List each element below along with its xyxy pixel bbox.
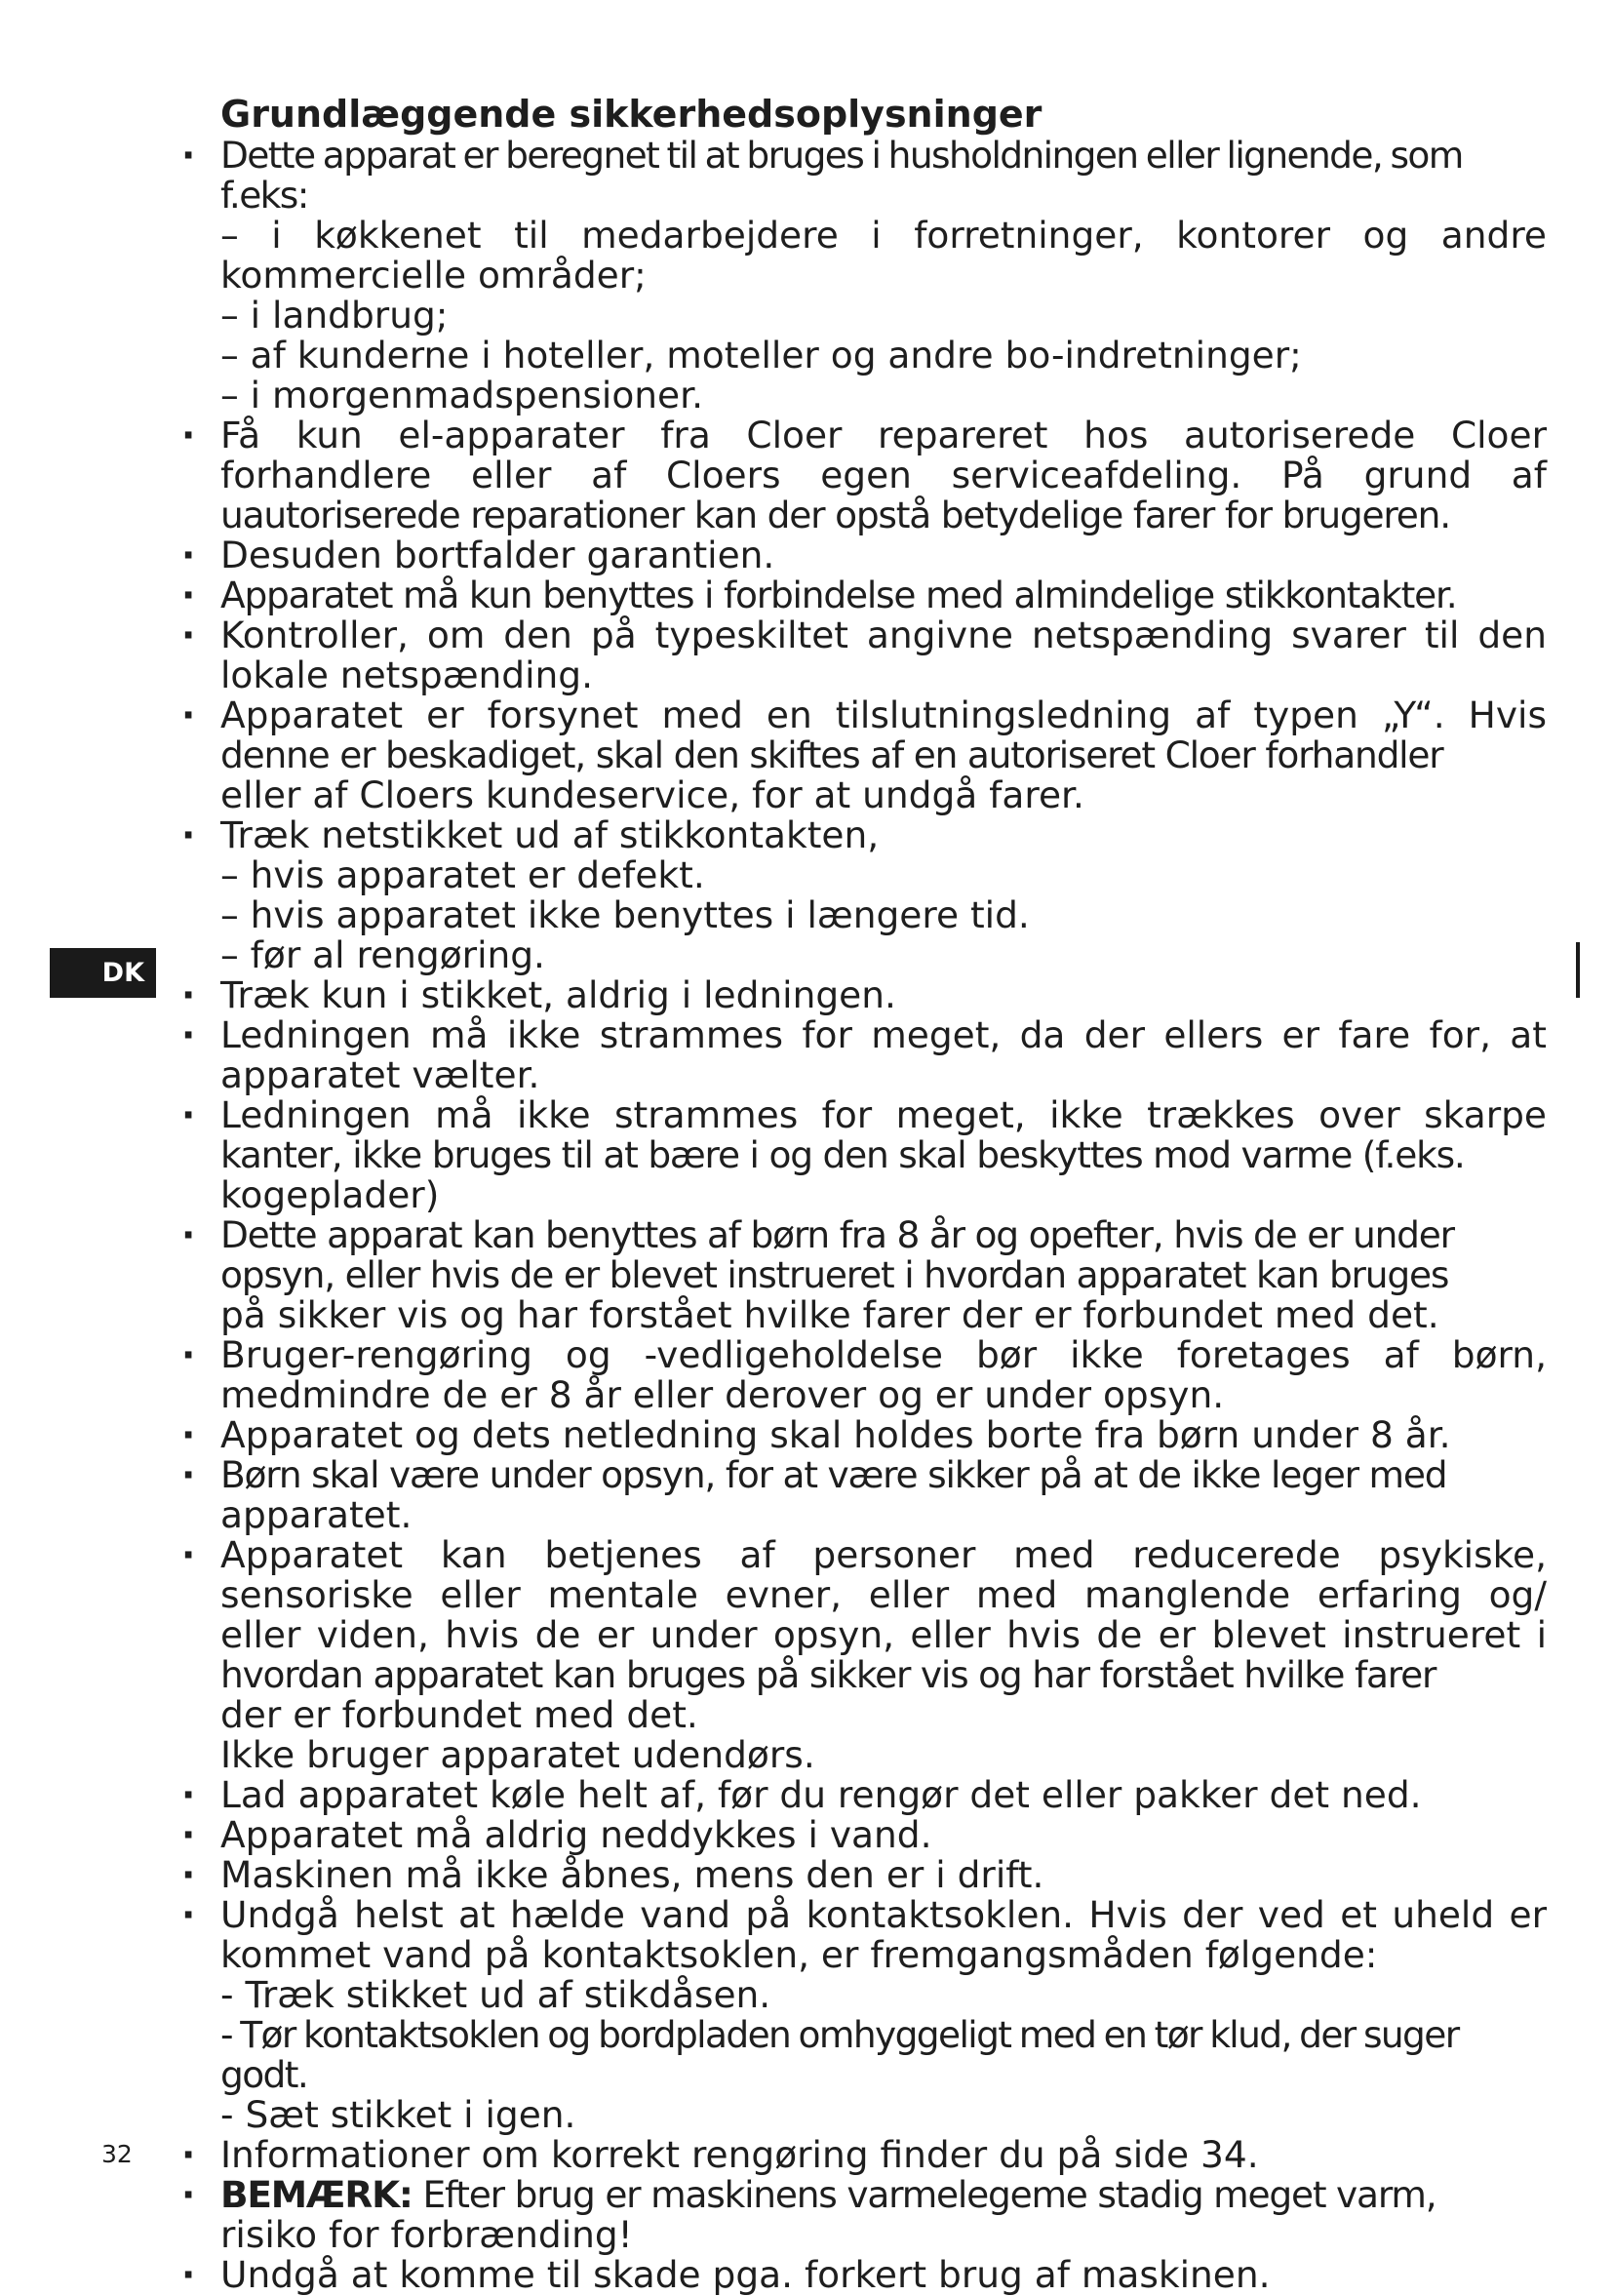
- list-item: [220, 575, 1547, 615]
- item-line: – hvis apparatet ikke benyttes i længere tid.: [220, 893, 1030, 936]
- item-line: - Sæt stikket i igen.: [220, 2093, 576, 2136]
- list-item: [220, 1895, 1547, 2135]
- item-line: – i landbrug;: [220, 294, 449, 336]
- item-line: kommercielle områder;: [220, 254, 647, 297]
- item-line: · Træk netstikket ud af stikkontakten,: [220, 813, 880, 856]
- item-line: [220, 2175, 1547, 2215]
- item-line: - Træk stikket ud af stikdåsen.: [220, 1973, 771, 2016]
- list-item: [220, 1775, 1547, 1815]
- item-line: kanter, ikke bruges til at bære i og den skal beskyttes mod varme (f.eks.: [220, 1133, 1465, 1176]
- item-line: der er forbundet med det.: [220, 1693, 698, 1736]
- list-item: [220, 2175, 1547, 2255]
- list-item: [220, 1855, 1547, 1895]
- item-line: · Undgå helst at hælde vand på kontaktsoklen. Hvis der ved et uheld er: [220, 1893, 1547, 1936]
- item-line: – før al rengøring.: [220, 933, 545, 976]
- item-line: · Informationer om korrekt rengøring finder du på side 34.: [220, 2133, 1259, 2176]
- item-line: - Tør kontaktsoklen og bordpladen omhyggeligt med en tør klud, der suger godt.: [220, 2013, 1459, 2096]
- item-line: sensoriske eller mentale evner, eller med manglende erfaring og/: [220, 1573, 1547, 1616]
- item-line: – i køkkenet til medarbejdere i forretninger, kontorer og andre: [220, 214, 1547, 257]
- list-item: [220, 1095, 1547, 1215]
- item-line: opsyn, eller hvis de er blevet instrueret i hvordan apparatet kan bruges: [220, 1253, 1449, 1296]
- list-item: [220, 2135, 1547, 2175]
- list-item: [220, 1015, 1547, 1095]
- item-line: · Maskinen må ikke åbnes, mens den er i drift.: [220, 1853, 1044, 1896]
- item-line: · Børn skal være under opsyn, for at være sikker på at de ikke leger med: [220, 1453, 1447, 1496]
- item-line: risiko for forbrænding!: [220, 2213, 633, 2256]
- safety-section: [220, 94, 1547, 2295]
- list-item: [220, 615, 1547, 695]
- item-line: · Apparatet må kun benyttes i forbindelse med almindelige stikkontakter.: [220, 574, 1457, 616]
- item-line: hvordan apparatet kan bruges på sikker vis og har forstået hvilke farer: [220, 1653, 1436, 1696]
- note-text: Efter brug er maskinens varmelegeme stadig meget varm,: [412, 2173, 1436, 2216]
- list-item: [220, 1455, 1547, 1535]
- item-line: forhandlere eller af Cloers egen serviceafdeling. På grund af: [220, 454, 1547, 496]
- item-line: apparatet vælter.: [220, 1053, 540, 1096]
- item-line: · Kontroller, om den på typeskiltet angivne netspænding svarer til den: [220, 614, 1547, 656]
- note-label: BEMÆRK:: [220, 2173, 413, 2216]
- item-line: uautoriserede reparationer kan der opstå betydelige farer for brugeren.: [220, 494, 1450, 536]
- item-line: eller af Cloers kundeservice, for at undgå farer.: [220, 773, 1084, 816]
- margin-marker: [1576, 942, 1580, 998]
- list-item: [220, 695, 1547, 815]
- item-line: · Få kun el-apparater fra Cloer repareret hos autoriserede Cloer: [220, 414, 1547, 456]
- language-tab: DK: [50, 948, 156, 998]
- list-item: [220, 975, 1547, 1015]
- item-line: · Ledningen må ikke strammes for meget, da der ellers er fare for, at: [220, 1013, 1547, 1056]
- item-line: · Undgå at komme til skade pga. forkert brug af maskinen.: [220, 2253, 1271, 2296]
- item-line: · Apparatet er forsynet med en tilslutningsledning af typen „Y“. Hvis: [220, 693, 1547, 736]
- item-line: på sikker vis og har forstået hvilke farer der er forbundet med det.: [220, 1293, 1439, 1336]
- list-item: [220, 1215, 1547, 1335]
- list-item: [220, 416, 1547, 535]
- list-item: [220, 136, 1547, 416]
- item-line: kogeplader): [220, 1173, 440, 1216]
- item-line: · Apparatet kan betjenes af personer med reducerede psykiske,: [220, 1533, 1547, 1576]
- item-line: – hvis apparatet er defekt.: [220, 853, 705, 896]
- section-heading: Grundlæggende sikkerhedsoplysninger: [220, 93, 1043, 136]
- item-line: · Dette apparat kan benyttes af børn fra 8 år og opefter, hvis de er under: [220, 1213, 1454, 1256]
- item-line: · Apparatet må aldrig neddykkes i vand.: [220, 1813, 932, 1856]
- item-line: denne er beskadiget, skal den skiftes af en autoriseret Cloer forhandler: [220, 733, 1443, 776]
- item-line: · Træk kun i stikket, aldrig i ledningen.: [220, 973, 896, 1016]
- item-line: · Lad apparatet køle helt af, før du rengør det eller pakker det ned.: [220, 1773, 1422, 1816]
- item-line: lokale netspænding.: [220, 653, 593, 696]
- safety-list: [220, 136, 1547, 2295]
- item-line: kommet vand på kontaktsoklen, er fremgangsmåden følgende:: [220, 1933, 1378, 1976]
- item-line: apparatet.: [220, 1493, 413, 1536]
- item-line: · Dette apparat er beregnet til at bruges i husholdningen eller lignende, som f.eks:: [220, 134, 1463, 217]
- page-number: 32: [101, 2140, 133, 2168]
- list-item: [220, 1335, 1547, 1415]
- item-line: – i morgenmadspensioner.: [220, 374, 704, 416]
- list-item: [220, 1415, 1547, 1455]
- item-line: Ikke bruger apparatet udendørs.: [220, 1733, 815, 1776]
- list-item: [220, 1535, 1547, 1775]
- list-item: [220, 535, 1547, 575]
- list-item: [220, 815, 1547, 975]
- item-line: – af kunderne i hoteller, moteller og andre bo-indretninger;: [220, 334, 1302, 376]
- item-line: medmindre de er 8 år eller derover og er under opsyn.: [220, 1373, 1225, 1416]
- item-line: · Ledningen må ikke strammes for meget, ikke trækkes over skarpe: [220, 1093, 1547, 1136]
- item-line: · Bruger-rengøring og -vedligeholdelse bør ikke foretages af børn,: [220, 1333, 1547, 1376]
- item-line: · Apparatet og dets netledning skal holdes borte fra børn under 8 år.: [220, 1413, 1451, 1456]
- item-line: · Desuden bortfalder garantien.: [220, 534, 775, 576]
- list-item: [220, 1815, 1547, 1855]
- item-line: eller viden, hvis de er under opsyn, eller hvis de er blevet instrueret i: [220, 1613, 1547, 1656]
- list-item: [220, 2255, 1547, 2295]
